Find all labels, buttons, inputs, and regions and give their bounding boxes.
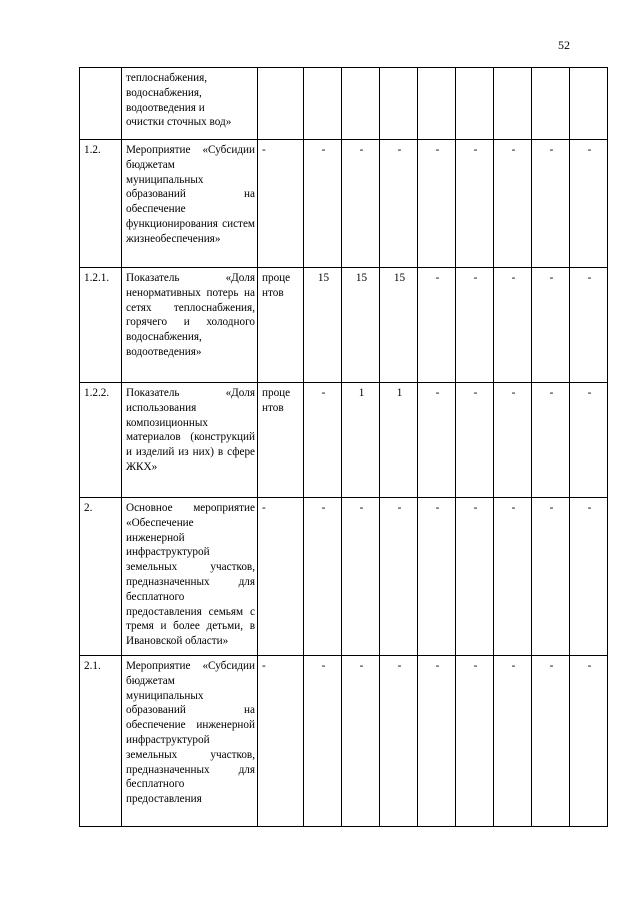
row-value bbox=[380, 68, 418, 140]
row-unit: - bbox=[258, 140, 304, 268]
row-value: - bbox=[494, 383, 532, 498]
row-value: - bbox=[418, 383, 456, 498]
row-value: - bbox=[456, 140, 494, 268]
row-value: 1 bbox=[380, 383, 418, 498]
row-description-text: теплоснабжения, водоснабжения, водоотведения и очистки сточных вод» bbox=[126, 72, 232, 129]
row-description bbox=[122, 268, 258, 383]
row-value: - bbox=[304, 383, 342, 498]
row-value: - bbox=[418, 140, 456, 268]
row-value: - bbox=[304, 140, 342, 268]
row-value bbox=[494, 68, 532, 140]
row-number: 2.1. bbox=[80, 656, 122, 827]
row-value: - bbox=[380, 498, 418, 656]
row-description-text: Показатель «Доля использования композиционных материалов (конструкций и изделий из них) в сфере ЖКХ» bbox=[126, 387, 255, 473]
row-value: - bbox=[380, 140, 418, 268]
row-value: - bbox=[494, 656, 532, 827]
row-value: - bbox=[380, 656, 418, 827]
row-unit bbox=[258, 68, 304, 140]
row-description-text: Показатель «Доля ненормативных потерь на сетях теплоснабжения, горячего и холодного водоснабжения, водоотведения» bbox=[126, 272, 255, 358]
row-description bbox=[122, 68, 258, 140]
row-value: - bbox=[570, 268, 608, 383]
row-description bbox=[122, 140, 258, 268]
row-value bbox=[418, 68, 456, 140]
table-row bbox=[80, 68, 608, 140]
row-value: - bbox=[532, 498, 570, 656]
row-number: 1.2.2. bbox=[80, 383, 122, 498]
row-value: - bbox=[418, 268, 456, 383]
row-value: - bbox=[494, 140, 532, 268]
row-value: - bbox=[570, 498, 608, 656]
row-description bbox=[122, 383, 258, 498]
row-unit: - bbox=[258, 656, 304, 827]
table-row bbox=[80, 498, 608, 656]
row-value: - bbox=[418, 498, 456, 656]
row-value: - bbox=[304, 656, 342, 827]
row-number: 1.2. bbox=[80, 140, 122, 268]
row-value: 1 bbox=[342, 383, 380, 498]
row-description-text: Мероприятие «Субсидии бюджетам муниципальных образований на обеспечение функционирования систем жизнеобеспечения» bbox=[126, 144, 255, 245]
row-value bbox=[304, 68, 342, 140]
table-row bbox=[80, 268, 608, 383]
row-unit: проце нтов bbox=[258, 268, 304, 383]
table-row bbox=[80, 140, 608, 268]
row-value bbox=[456, 68, 494, 140]
row-value: - bbox=[456, 656, 494, 827]
table-row bbox=[80, 383, 608, 498]
row-value: - bbox=[418, 656, 456, 827]
row-value: - bbox=[532, 383, 570, 498]
row-value: - bbox=[456, 383, 494, 498]
row-number bbox=[80, 68, 122, 140]
row-unit: - bbox=[258, 498, 304, 656]
page-number: 52 bbox=[558, 38, 570, 52]
row-value: - bbox=[494, 498, 532, 656]
row-value: - bbox=[570, 383, 608, 498]
row-unit: проце нтов bbox=[258, 383, 304, 498]
row-value: 15 bbox=[342, 268, 380, 383]
indicators-table bbox=[79, 67, 608, 827]
row-number: 1.2.1. bbox=[80, 268, 122, 383]
row-value: - bbox=[342, 656, 380, 827]
row-value: - bbox=[342, 140, 380, 268]
row-value: 15 bbox=[380, 268, 418, 383]
row-description bbox=[122, 498, 258, 656]
row-value: - bbox=[532, 656, 570, 827]
row-value: 15 bbox=[304, 268, 342, 383]
row-description bbox=[122, 656, 258, 827]
row-value: - bbox=[456, 268, 494, 383]
row-number: 2. bbox=[80, 498, 122, 656]
table-row bbox=[80, 656, 608, 827]
row-value bbox=[570, 68, 608, 140]
row-value: - bbox=[532, 268, 570, 383]
row-value: - bbox=[570, 656, 608, 827]
row-description-text: Мероприятие «Субсидии бюджетам муниципальных образований на обеспечение инженерной инфраструктурой земельных участков, предназначенных для бесплатного предоставления bbox=[126, 660, 255, 806]
row-value: - bbox=[494, 268, 532, 383]
row-value: - bbox=[532, 140, 570, 268]
row-value: - bbox=[456, 498, 494, 656]
row-value: - bbox=[342, 498, 380, 656]
row-value bbox=[342, 68, 380, 140]
row-value bbox=[532, 68, 570, 140]
row-value: - bbox=[304, 498, 342, 656]
row-description-text: Основное мероприятие «Обеспечение инженерной инфраструктурой земельных участков, предназначенных для бесплатного предоставления семьям с тремя и более детьми, в Ивановской области» bbox=[126, 502, 255, 648]
row-value: - bbox=[570, 140, 608, 268]
